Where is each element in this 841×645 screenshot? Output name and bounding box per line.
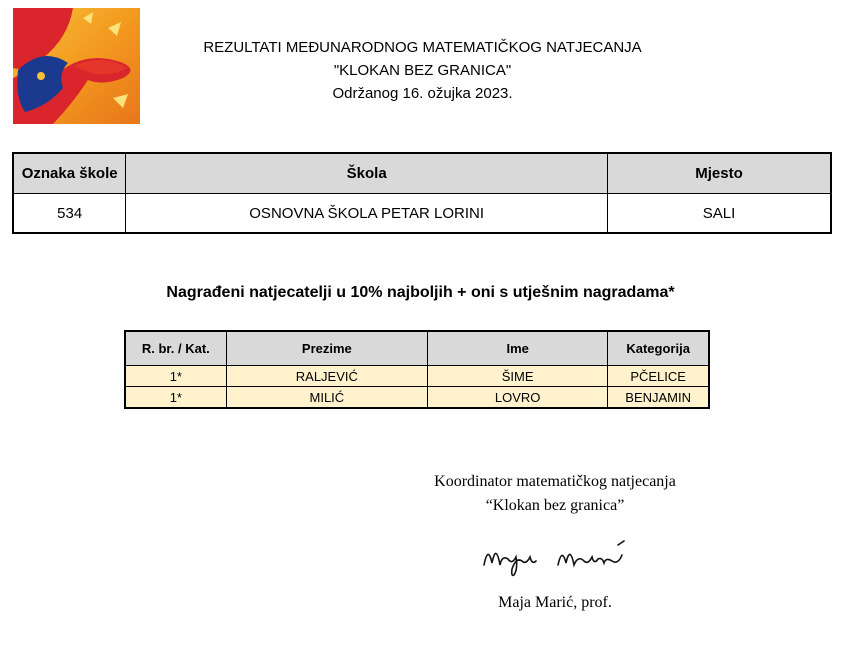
name-cell: ŠIME — [428, 366, 608, 387]
handwritten-signature — [478, 535, 638, 580]
category-cell: BENJAMIN — [608, 387, 709, 409]
document-header — [160, 36, 685, 105]
school-table — [12, 152, 832, 234]
col-place: Mjesto — [608, 153, 831, 194]
table-row — [13, 194, 831, 234]
table-row — [125, 366, 709, 387]
results-table — [124, 330, 710, 409]
coordinator-competition: “Klokan bez granica” — [485, 497, 625, 514]
rank-cell: 1* — [125, 387, 226, 409]
school-name: OSNOVNA ŠKOLA PETAR LORINI — [126, 194, 608, 234]
results-subtitle: Nagrađeni natjecatelji u 10% najboljih + oni s utješnim nagradama* — [166, 284, 675, 301]
surname-cell: MILIĆ — [226, 387, 427, 409]
results-table-header — [125, 331, 709, 366]
header-title: REZULTATI MEĐUNARODNOG MATEMATIČKOG NATJECANJA — [203, 39, 642, 56]
school-code: 534 — [13, 194, 126, 234]
school-place: SALI — [608, 194, 831, 234]
col-category: Kategorija — [608, 331, 709, 366]
col-rank: R. br. / Kat. — [125, 331, 226, 366]
name-cell: LOVRO — [428, 387, 608, 409]
header-date: Održanog 16. ožujka 2023. — [332, 85, 513, 102]
col-school: Škola — [126, 153, 608, 194]
signature-name: Maja Marić, prof. — [498, 594, 612, 611]
col-name: Ime — [428, 331, 608, 366]
table-row — [125, 387, 709, 409]
category-cell: PČELICE — [608, 366, 709, 387]
col-surname: Prezime — [226, 331, 427, 366]
coordinator-title: Koordinator matematičkog natjecanja — [434, 473, 676, 490]
surname-cell: RALJEVIĆ — [226, 366, 427, 387]
header-competition: "KLOKAN BEZ GRANICA" — [333, 62, 512, 79]
klokan-logo — [13, 8, 140, 124]
school-table-header — [13, 153, 831, 194]
rank-cell: 1* — [125, 366, 226, 387]
coordinator-block — [390, 470, 720, 518]
col-school-code: Oznaka škole — [13, 153, 126, 194]
